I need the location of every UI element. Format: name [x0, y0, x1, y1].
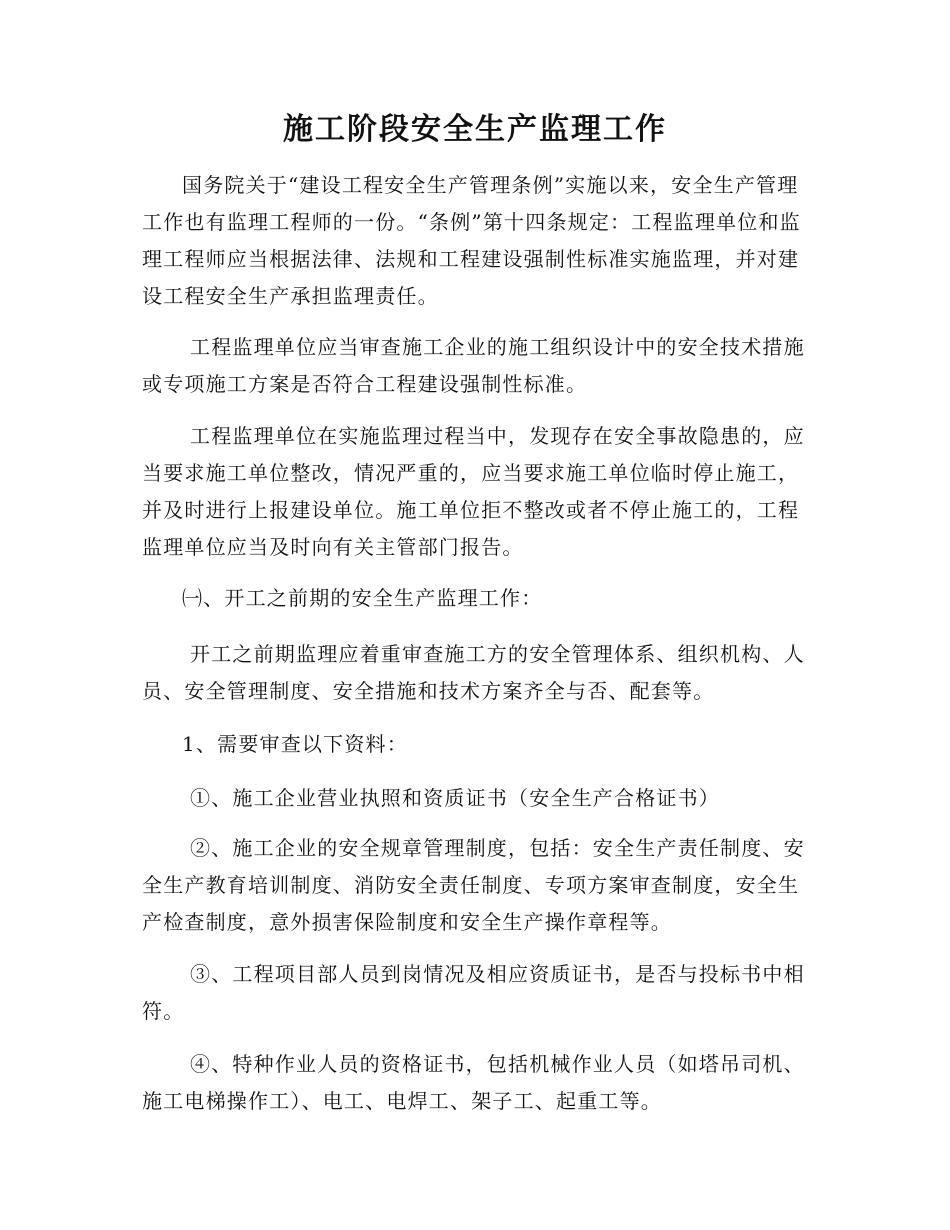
paragraph-review-plan: 工程监理单位应当审查施工企业的施工组织设计中的安全技术措施或专项施工方案是否符合工程建设强制性标准。 [142, 335, 805, 396]
paragraph-pre-construction: 开工之前期监理应着重审查施工方的安全管理体系、组织机构、人员、安全管理制度、安全措施和技术方案齐全与否、配套等。 [142, 642, 805, 703]
list-item-staffing: ③、工程项目部人员到岗情况及相应资质证书，是否与投标书中相符。 [142, 962, 805, 1023]
paragraph-hazard-handling: 工程监理单位在实施监理过程当中，发现存在安全事故隐患的，应当要求施工单位整改，情况严重的，应当要求施工单位临时停止施工，并及时进行上报建设单位。施工单位拒不整改或者不停止施工的，工程监理单位应当及时向有关主管部门报告。 [142, 424, 805, 559]
list-item-special-workers: ④、特种作业人员的资格证书，包括机械作业人员（如塔吊司机、施工电梯操作工）、电工、电焊工、架子工、起重工等。 [142, 1052, 805, 1113]
list-item-safety-rules: ②、施工企业的安全规章管理制度，包括：安全生产责任制度、安全生产教育培训制度、消防安全责任制度、专项方案审查制度，安全生产检查制度，意外损害保险制度和安全生产操作章程等。 [142, 836, 805, 934]
paragraph-intro: 国务院关于“建设工程安全生产管理条例”实施以来，安全生产管理工作也有监理工程师的一份。“条例”第十四条规定：工程监理单位和监理工程师应当根据法律、法规和工程建设强制性标准实施监理，并对建设工程安全生产承担监理责任。 [142, 173, 801, 308]
list-item-license: ①、施工企业营业执照和资质证书（安全生产合格证书） [190, 786, 720, 810]
list-heading-materials: 1、需要审查以下资料： [182, 732, 408, 756]
document-title: 施工阶段安全生产监理工作 [283, 112, 667, 147]
section-heading-pre-construction: ㈠、开工之前期的安全生产监理工作： [182, 586, 543, 610]
